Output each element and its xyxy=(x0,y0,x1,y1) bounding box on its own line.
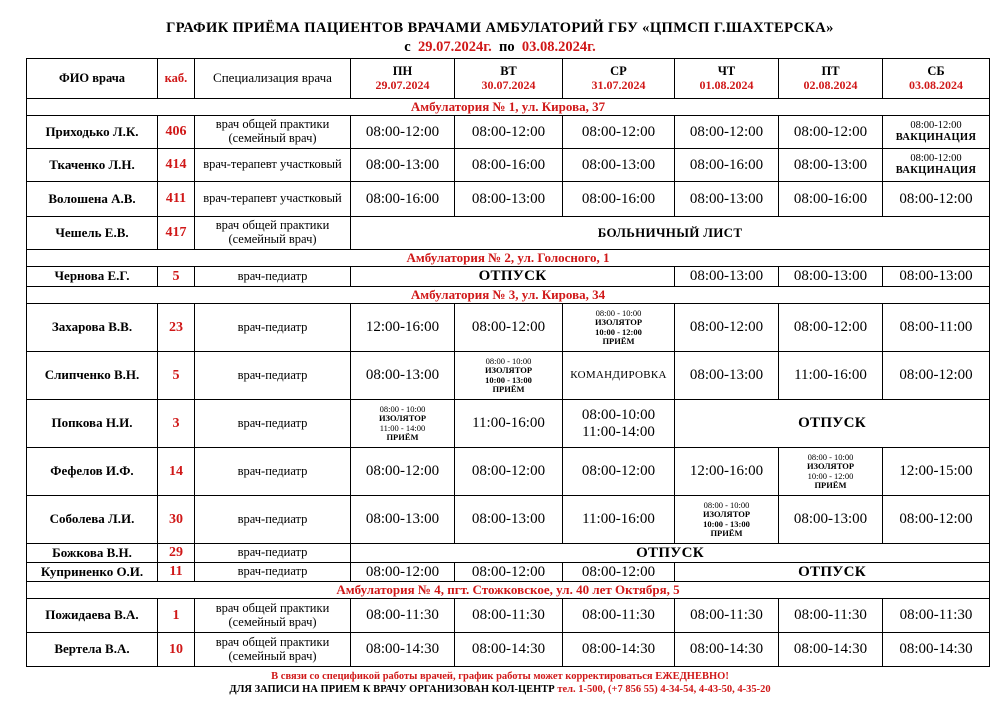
to-label: по xyxy=(499,39,515,55)
schedule-cell: 08:00-11:30 xyxy=(883,599,990,633)
isolator-cell xyxy=(779,448,883,496)
specialization: врач общей практики (семейный врач) xyxy=(195,217,351,250)
schedule-cell: 08:00-12:00 xyxy=(563,448,675,496)
reception-label: ПРИЁМ xyxy=(710,527,743,538)
header-row xyxy=(27,59,990,99)
cabinet-number: 5 xyxy=(158,352,195,400)
schedule-cell: 08:00-12:00 xyxy=(675,116,779,149)
table-row xyxy=(27,633,990,667)
header-day-fri xyxy=(779,59,883,99)
isolator-label: ИЗОЛЯТОР xyxy=(594,317,643,328)
schedule-cell: 08:00-16:00 xyxy=(779,182,883,217)
schedule-cell: 08:00-12:00 xyxy=(883,496,990,544)
schedule-cell: 08:00-14:30 xyxy=(675,633,779,667)
from-date: 29.07.2024г. xyxy=(417,39,492,55)
specialization: врач-педиатр xyxy=(195,267,351,287)
schedule-cell: 08:00-12:00 xyxy=(351,563,455,582)
reception-label: ПРИЁМ xyxy=(602,335,635,346)
schedule-cell: 08:00-14:30 xyxy=(779,633,883,667)
table-row xyxy=(27,182,990,217)
isolator-cell xyxy=(563,304,675,352)
header-cab: каб. xyxy=(158,59,195,99)
schedule-cell: 08:00-13:00 xyxy=(779,496,883,544)
schedule-time: 08:00-10:00 xyxy=(581,407,656,423)
table-row xyxy=(27,149,990,182)
schedule-cell: 08:00-12:00 xyxy=(455,448,563,496)
schedule-cell: 08:00-13:00 xyxy=(351,149,455,182)
table-row xyxy=(27,496,990,544)
reception-time: 10:00 - 13:00 xyxy=(485,374,532,385)
schedule-cell: 08:00-12:00 xyxy=(455,304,563,352)
section-row xyxy=(27,99,990,116)
doctor-name: Приходько Л.К. xyxy=(27,116,158,149)
table-row xyxy=(27,400,990,448)
doctor-name: Чернова Е.Г. xyxy=(27,267,158,287)
schedule-cell: 08:00-13:00 xyxy=(455,182,563,217)
vaccination-time: 08:00-12:00 xyxy=(910,120,962,132)
schedule-cell: 08:00-12:00 xyxy=(351,448,455,496)
schedule-cell: 08:00-16:00 xyxy=(351,182,455,217)
specialization: врач общей практики (семейный врач) xyxy=(195,116,351,149)
isolator-label: ИЗОЛЯТОР xyxy=(702,509,751,520)
business-trip-cell: КОМАНДИРОВКА xyxy=(563,352,675,400)
schedule-cell: 08:00-12:00 xyxy=(455,116,563,149)
specialization: врач-педиатр xyxy=(195,304,351,352)
cabinet-number: 10 xyxy=(158,633,195,667)
table-row xyxy=(27,599,990,633)
doctor-name: Вертела В.А. xyxy=(27,633,158,667)
schedule-cell: 11:00-16:00 xyxy=(455,400,563,448)
doctor-name: Ткаченко Л.Н. xyxy=(27,149,158,182)
isolator-cell xyxy=(455,352,563,400)
specialization: врач-педиатр xyxy=(195,400,351,448)
doctor-name: Фефелов И.Ф. xyxy=(27,448,158,496)
schedule-cell: 08:00-16:00 xyxy=(563,182,675,217)
vaccination-label: ВАКЦИНАЦИЯ xyxy=(895,165,977,176)
schedule-cell: 08:00-12:00 xyxy=(779,304,883,352)
day-name: СБ xyxy=(927,64,945,79)
doctor-name: Куприненко О.И. xyxy=(27,563,158,582)
cabinet-number: 414 xyxy=(158,149,195,182)
schedule-cell: 08:00-12:00 xyxy=(563,563,675,582)
page-title: ГРАФИК ПРИЁМА ПАЦИЕНТОВ ВРАЧАМИ АМБУЛАТОРИЙ ГБУ «ЦПМСП Г.ШАХТЕРСКА» xyxy=(166,20,834,36)
cabinet-number: 14 xyxy=(158,448,195,496)
schedule-cell: 08:00-14:30 xyxy=(563,633,675,667)
isolator-time: 08:00 - 10:00 xyxy=(595,307,642,318)
schedule-cell: 08:00-11:00 xyxy=(883,304,990,352)
specialization: врач-педиатр xyxy=(195,496,351,544)
cabinet-number: 30 xyxy=(158,496,195,544)
schedule-cell: 08:00-12:00 xyxy=(675,304,779,352)
reception-label: ПРИЁМ xyxy=(492,383,525,394)
schedule-cell: 12:00-16:00 xyxy=(675,448,779,496)
specialization: врач общей практики (семейный врач) xyxy=(195,599,351,633)
specialization: врач-педиатр xyxy=(195,544,351,563)
schedule-cell: 08:00-13:00 xyxy=(351,352,455,400)
doctor-name: Слипченко В.Н. xyxy=(27,352,158,400)
reception-time: 10:00 - 12:00 xyxy=(807,470,854,481)
specialization: врач-терапевт участковый xyxy=(195,149,351,182)
table-row xyxy=(27,267,990,287)
day-date: 03.08.2024 xyxy=(909,77,963,92)
schedule-cell: 08:00-12:00 xyxy=(883,182,990,217)
doctor-name: Соболева Л.И. xyxy=(27,496,158,544)
header-day-sat xyxy=(883,59,990,99)
section-title: Амбулатория № 1, ул. Кирова, 37 xyxy=(27,99,990,116)
header-day-tue xyxy=(455,59,563,99)
doctor-name: Пожидаева В.А. xyxy=(27,599,158,633)
section-row xyxy=(27,582,990,599)
schedule-cell: 12:00-15:00 xyxy=(883,448,990,496)
doctor-name: Божкова В.Н. xyxy=(27,544,158,563)
cabinet-number: 11 xyxy=(158,563,195,582)
isolator-time: 08:00 - 10:00 xyxy=(703,499,750,510)
call-center-info xyxy=(0,684,1000,695)
table-row xyxy=(27,544,990,563)
doctor-name: Попкова Н.И. xyxy=(27,400,158,448)
schedule-cell: 08:00-16:00 xyxy=(675,149,779,182)
vaccination-time: 08:00-12:00 xyxy=(910,153,962,165)
cabinet-number: 1 xyxy=(158,599,195,633)
header-day-mon xyxy=(351,59,455,99)
specialization: врач общей практики (семейный врач) xyxy=(195,633,351,667)
doctor-name: Захарова В.В. xyxy=(27,304,158,352)
cabinet-number: 29 xyxy=(158,544,195,563)
schedule-cell: 08:00-13:00 xyxy=(563,149,675,182)
reception-time: 10:00 - 12:00 xyxy=(595,326,642,337)
section-title: Амбулатория № 2, ул. Голосного, 1 xyxy=(27,250,990,267)
section-row xyxy=(27,250,990,267)
call-center-phones: тел. 1-500, (+7 856 55) 4-34-54, 4-43-50, 4-35-20 xyxy=(557,684,771,695)
specialization: врач-педиатр xyxy=(195,563,351,582)
schedule-cell: 08:00-12:00 xyxy=(351,116,455,149)
schedule-cell: 12:00-16:00 xyxy=(351,304,455,352)
schedule-cell: 08:00-12:00 xyxy=(455,563,563,582)
schedule-cell: 08:00-13:00 xyxy=(883,267,990,287)
cabinet-number: 3 xyxy=(158,400,195,448)
table-row xyxy=(27,116,990,149)
date-range xyxy=(0,39,1000,56)
schedule-cell: 11:00-16:00 xyxy=(779,352,883,400)
from-label: с xyxy=(404,39,411,55)
schedule-cell: 08:00-11:30 xyxy=(455,599,563,633)
schedule-cell: 08:00-12:00 xyxy=(563,116,675,149)
cabinet-number: 23 xyxy=(158,304,195,352)
day-date: 01.08.2024 xyxy=(699,77,754,92)
call-center-text: ДЛЯ ЗАПИСИ НА ПРИЕМ К ВРАЧУ ОРГАНИЗОВАН КОЛ-ЦЕНТР xyxy=(229,684,555,695)
schedule-cell: 08:00-11:30 xyxy=(779,599,883,633)
header-day-thu xyxy=(675,59,779,99)
cabinet-number: 5 xyxy=(158,267,195,287)
cabinet-number: 406 xyxy=(158,116,195,149)
schedule-cell: 08:00-12:00 xyxy=(883,352,990,400)
schedule-cell: 08:00-13:00 xyxy=(675,267,779,287)
schedule-cell xyxy=(563,400,675,448)
section-title: Амбулатория № 4, пгт. Стожковское, ул. 40 лет Октября, 5 xyxy=(27,582,990,599)
schedule-cell: 08:00-11:30 xyxy=(351,599,455,633)
vacation-status: ОТПУСК xyxy=(675,563,990,582)
schedule-cell: 08:00-11:30 xyxy=(563,599,675,633)
isolator-label: ИЗОЛЯТОР xyxy=(378,413,427,424)
reception-label: ПРИЁМ xyxy=(814,479,847,490)
day-name: СР xyxy=(610,64,627,79)
header-name: ФИО врача xyxy=(27,59,158,99)
reception-time: 10:00 - 13:00 xyxy=(703,518,750,529)
table-row xyxy=(27,563,990,582)
day-date: 29.07.2024 xyxy=(375,77,430,92)
table-row xyxy=(27,448,990,496)
table-row xyxy=(27,217,990,250)
vacation-status: ОТПУСК xyxy=(351,267,675,287)
section-title: Амбулатория № 3, ул. Кирова, 34 xyxy=(27,287,990,304)
day-name: ПН xyxy=(392,64,413,79)
section-row xyxy=(27,287,990,304)
schedule-note: В связи со спецификой работы врачей, график работы может корректироваться ЕЖЕДНЕВНО! xyxy=(271,671,729,682)
cabinet-number: 411 xyxy=(158,182,195,217)
schedule-time: 11:00-14:00 xyxy=(582,423,655,440)
isolator-label: ИЗОЛЯТОР xyxy=(806,461,855,472)
vaccination-cell xyxy=(883,149,990,182)
schedule-cell: 08:00-13:00 xyxy=(779,149,883,182)
header-day-wed xyxy=(563,59,675,99)
schedule-cell: 08:00-13:00 xyxy=(351,496,455,544)
day-date: 30.07.2024 xyxy=(481,77,536,92)
vacation-status: ОТПУСК xyxy=(351,544,990,563)
isolator-time: 08:00 - 10:00 xyxy=(807,451,854,462)
isolator-time: 08:00 - 10:00 xyxy=(379,403,426,414)
specialization: врач-педиатр xyxy=(195,352,351,400)
header-spec: Специализация врача xyxy=(195,59,351,99)
specialization: врач-педиатр xyxy=(195,448,351,496)
isolator-cell xyxy=(351,400,455,448)
schedule-cell: 08:00-12:00 xyxy=(779,116,883,149)
schedule-cell: 08:00-11:30 xyxy=(675,599,779,633)
to-date: 03.08.2024г. xyxy=(521,39,596,55)
reception-time: 11:00 - 14:00 xyxy=(379,422,426,433)
schedule-cell: 08:00-14:30 xyxy=(351,633,455,667)
day-name: ВТ xyxy=(500,64,517,79)
schedule-cell: 08:00-13:00 xyxy=(455,496,563,544)
table-row xyxy=(27,304,990,352)
schedule-cell: 08:00-13:00 xyxy=(675,182,779,217)
day-name: ЧТ xyxy=(717,64,736,79)
doctor-name: Волошена А.В. xyxy=(27,182,158,217)
schedule-cell: 08:00-14:30 xyxy=(883,633,990,667)
day-name: ПТ xyxy=(821,64,840,79)
reception-label: ПРИЁМ xyxy=(386,431,419,442)
schedule-cell: 11:00-16:00 xyxy=(563,496,675,544)
schedule-cell: 08:00-14:30 xyxy=(455,633,563,667)
schedule-cell: 08:00-13:00 xyxy=(675,352,779,400)
doctor-name: Чешель Е.В. xyxy=(27,217,158,250)
schedule-table xyxy=(26,58,990,667)
schedule-cell: 08:00-13:00 xyxy=(779,267,883,287)
schedule-cell: 08:00-16:00 xyxy=(455,149,563,182)
day-date: 31.07.2024 xyxy=(591,77,646,92)
isolator-cell xyxy=(675,496,779,544)
table-row xyxy=(27,352,990,400)
vaccination-cell xyxy=(883,116,990,149)
day-date: 02.08.2024 xyxy=(803,77,858,92)
vaccination-label: ВАКЦИНАЦИЯ xyxy=(895,132,977,143)
cabinet-number: 417 xyxy=(158,217,195,250)
vacation-status: ОТПУСК xyxy=(675,400,990,448)
isolator-time: 08:00 - 10:00 xyxy=(485,355,532,366)
specialization: врач-терапевт участковый xyxy=(195,182,351,217)
sick-leave-status: БОЛЬНИЧНЫЙ ЛИСТ xyxy=(351,217,990,250)
isolator-label: ИЗОЛЯТОР xyxy=(484,365,533,376)
